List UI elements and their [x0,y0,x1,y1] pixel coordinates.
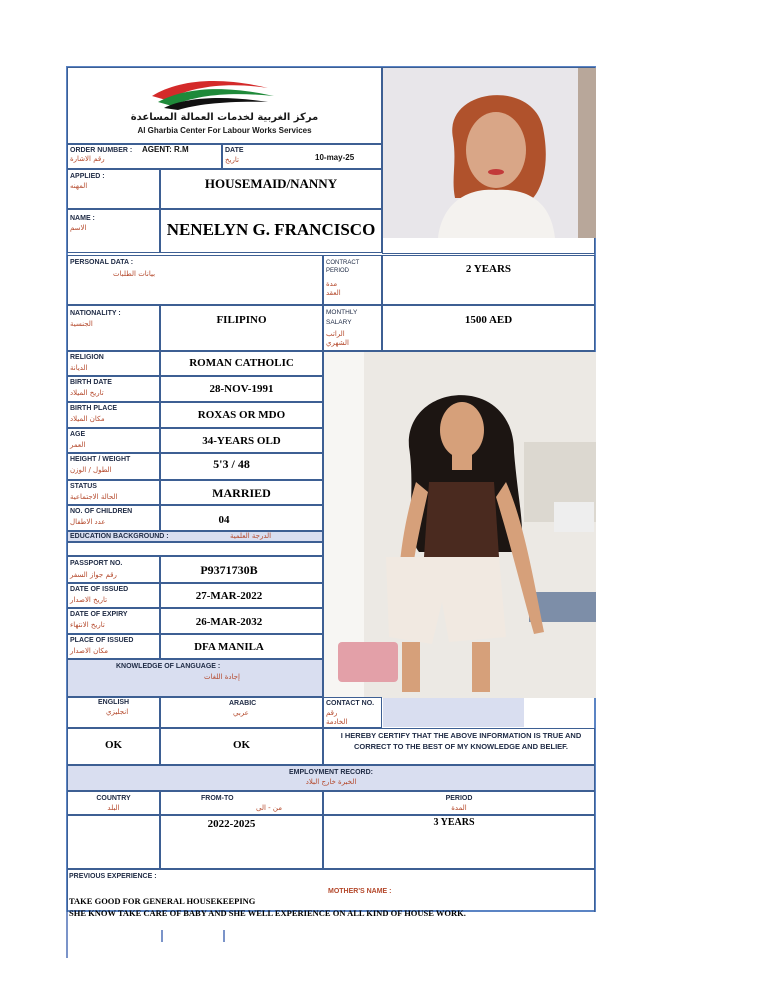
education-label: EDUCATION BACKGROUND : [70,533,169,540]
children-value: 04 [218,514,230,526]
previous-experience-label: PREVIOUS EXPERIENCE : [69,873,157,880]
order-number-cell [67,144,222,169]
birthplace-value: ROXAS OR MDO [197,409,286,421]
birthdate-label-ar: تاريخ الميلاد [70,389,104,397]
date-issued-value: 27-MAR-2022 [195,590,263,602]
experience-line-2: SHE KNOW TAKE CARE OF BABY AND SHE WELL EXPERIENCE ON ALL KIND OF HOUSE WORK. [69,908,466,918]
period-label: PERIOD [445,795,473,802]
place-issued-label: PLACE OF ISSUED [70,637,134,644]
applicant-name: NENELYN G. FRANCISCO [166,220,376,239]
nationality-value: FILIPINO [216,314,267,326]
place-issued-value: DFA MANILA [194,641,264,653]
country-value-cell [67,815,160,869]
fromto-label-ar: من - الى [256,804,282,812]
period-header-cell [323,791,595,815]
applied-label-ar: المهنه [70,182,88,190]
fromto-value-cell [160,815,323,869]
name-label-ar: الاسم [70,224,87,232]
arabic-header-cell [160,697,323,728]
field-row-birthplace-value [160,402,323,428]
contract-period-value-cell [382,255,595,305]
height-weight-value: 5'3 / 48 [213,457,250,471]
personal-data-cell [67,255,323,305]
language-section [67,659,323,697]
date-expiry-label-ar: تاريخ الانتهاء [70,621,105,629]
experience-line-1: TAKE GOOD FOR GENERAL HOUSEKEEPING [69,896,256,906]
contract-period-label-cell [323,255,382,305]
contact-number-field[interactable] [383,698,524,727]
contact-label: CONTACT NO. [326,700,375,707]
fromto-value: 2022-2025 [207,818,256,830]
salary-label-ar: الراتب الشهري [326,330,349,347]
contract-period-value: 2 YEARS [465,263,512,275]
name-label: NAME : [70,215,95,222]
order-number-value: AGENT: R.M [142,145,189,154]
age-label-ar: العمر [70,441,86,449]
personal-data-label: PERSONAL DATA : [70,259,134,266]
education-background-row [67,531,323,542]
name-value-cell [160,209,382,253]
passport-no-value-cell [160,556,323,583]
field-row-age-value [160,428,323,453]
applied-value-cell [160,169,382,209]
date-expiry-value-cell [160,608,323,634]
uae-flag-swoosh-logo [148,74,278,112]
date-label-ar: تاريخ [225,156,239,164]
passport-no-label-ar: رقم جواز السفر [70,571,117,579]
applied-label-cell [67,169,160,209]
order-number-label: ORDER NUMBER : [70,147,133,154]
field-row-birthplace-label [67,402,160,428]
order-number-label-ar: رقم الاشارة [70,155,105,163]
english-label: ENGLISH [98,699,130,706]
field-row-height-weight-value [160,453,323,480]
country-header-cell [67,791,160,815]
applicant-portrait-photo [382,67,595,254]
religion-value: ROMAN CATHOLIC [189,357,294,369]
date-expiry-label-cell [67,608,160,634]
religion-label-ar: الديانة [70,364,88,372]
certification-text: I HEREBY CERTIFY THAT THE ABOVE INFORMATION IS TRUE AND CORRECT TO THE BEST OF MY KNOWLEDGE AND BELIEF. [340,731,582,751]
place-issued-value-cell [160,634,323,659]
age-value: 34-YEARS OLD [202,435,281,447]
contract-period-label: CONTRACT PERIOD [326,260,360,274]
org-name-english: Al Gharbia Center For Labour Works Services [137,126,312,135]
height-weight-label: HEIGHT / WEIGHT [70,456,131,463]
contact-label-ar: رقم الخادمة [326,709,348,726]
date-issued-value-cell [160,583,323,608]
status-label: STATUS [70,483,97,490]
birthdate-label: BIRTH DATE [70,379,112,386]
date-expiry-value: 26-MAR-2032 [195,616,263,628]
contract-period-label-ar: مدة العقد [326,280,341,297]
status-value: MARRIED [212,486,271,500]
date-expiry-label: DATE OF EXPIRY [70,611,128,618]
margin-line-left [66,912,68,958]
contact-label-cell [323,697,382,728]
education-label-ar: الدرجة العلمية [230,532,272,540]
passport-no-label: PASSPORT NO. [70,560,123,567]
english-value-cell [67,728,160,765]
field-row-birthdate-label [67,376,160,402]
place-issued-label-cell [67,634,160,659]
field-row-status-value [160,480,323,505]
date-label: DATE [225,147,244,154]
height-weight-label-ar: الطول / الوزن [70,466,112,474]
language-label: KNOWLEDGE OF LANGUAGE : [116,663,221,670]
date-issued-label-cell [67,583,160,608]
fromto-label: FROM-TO [201,795,234,802]
place-issued-label-ar: مكان الاصدار [70,647,108,655]
arabic-value: OK [232,739,251,751]
personal-data-label-ar: بيانات الطلبات [113,270,156,278]
passport-no-value: P9371730B [200,563,258,577]
education-blank-row [67,542,323,556]
children-label-ar: عدد الاطفال [70,518,106,526]
arabic-label-ar: عربي [233,709,249,717]
field-row-religion-label [67,351,160,376]
salary-value: 1500 AED [464,314,513,326]
english-value: OK [104,739,123,751]
applied-label: APPLIED : [70,173,105,180]
full-body-image [324,352,596,698]
status-label-ar: الحالة الاجتماعية [70,493,118,501]
employment-label: EMPLOYMENT RECORD: [289,769,373,776]
arabic-value-cell [160,728,323,765]
certification-cell [323,728,595,765]
portrait-image [383,68,596,238]
date-issued-label: DATE OF ISSUED [70,586,129,593]
field-row-status-label [67,480,160,505]
date-value: 10-may-25 [315,153,355,162]
date-issued-label-ar: تاريخ الاصدار [70,596,108,604]
birthplace-label-ar: مكان الميلاد [70,415,105,423]
english-header-cell [67,697,160,728]
employment-record-header [67,765,595,791]
salary-label-cell [323,305,382,351]
nationality-value-cell [160,305,323,351]
employment-label-ar: الخبرة خارج البلاد [305,778,357,786]
tab-marker-2 [223,930,225,942]
field-row-children-label [67,505,160,531]
religion-label: RELIGION [70,354,104,361]
fromto-header-cell [160,791,323,815]
language-label-ar: إجادة اللغات [204,673,240,681]
field-row-height-weight-label [67,453,160,480]
salary-value-cell [382,305,595,351]
tab-marker-1 [161,930,163,942]
applicant-full-body-photo [323,351,595,697]
salary-label: MONTHLY SALARY [326,309,358,326]
period-label-ar: المدة [451,804,467,812]
field-row-birthdate-value [160,376,323,402]
english-label-ar: انجليزي [106,708,129,716]
nationality-label-cell [67,305,160,351]
country-label: COUNTRY [96,795,131,802]
org-name-arabic: مركز الغربية لخدمات العمالة المساعدة [130,112,319,123]
birthdate-value: 28-NOV-1991 [209,383,274,395]
field-row-age-label [67,428,160,453]
logo-header [67,67,382,144]
field-row-children-value [160,505,323,531]
arabic-label: ARABIC [229,700,257,707]
period-value: 3 YEARS [433,817,475,828]
nationality-label-ar: الجنسية [70,320,93,328]
applied-value: HOUSEMAID/NANNY [204,176,338,191]
name-label-cell [67,209,160,253]
date-cell [222,144,382,169]
mothers-name-label: MOTHER'S NAME : [328,888,392,895]
country-label-ar: البلد [107,804,120,812]
birthplace-label: BIRTH PLACE [70,405,118,412]
field-row-religion-value [160,351,323,376]
age-label: AGE [70,431,86,438]
passport-no-label-cell [67,556,160,583]
nationality-label: NATIONALITY : [70,310,121,317]
period-value-cell [323,815,595,869]
children-label: NO. OF CHILDREN [70,508,133,515]
